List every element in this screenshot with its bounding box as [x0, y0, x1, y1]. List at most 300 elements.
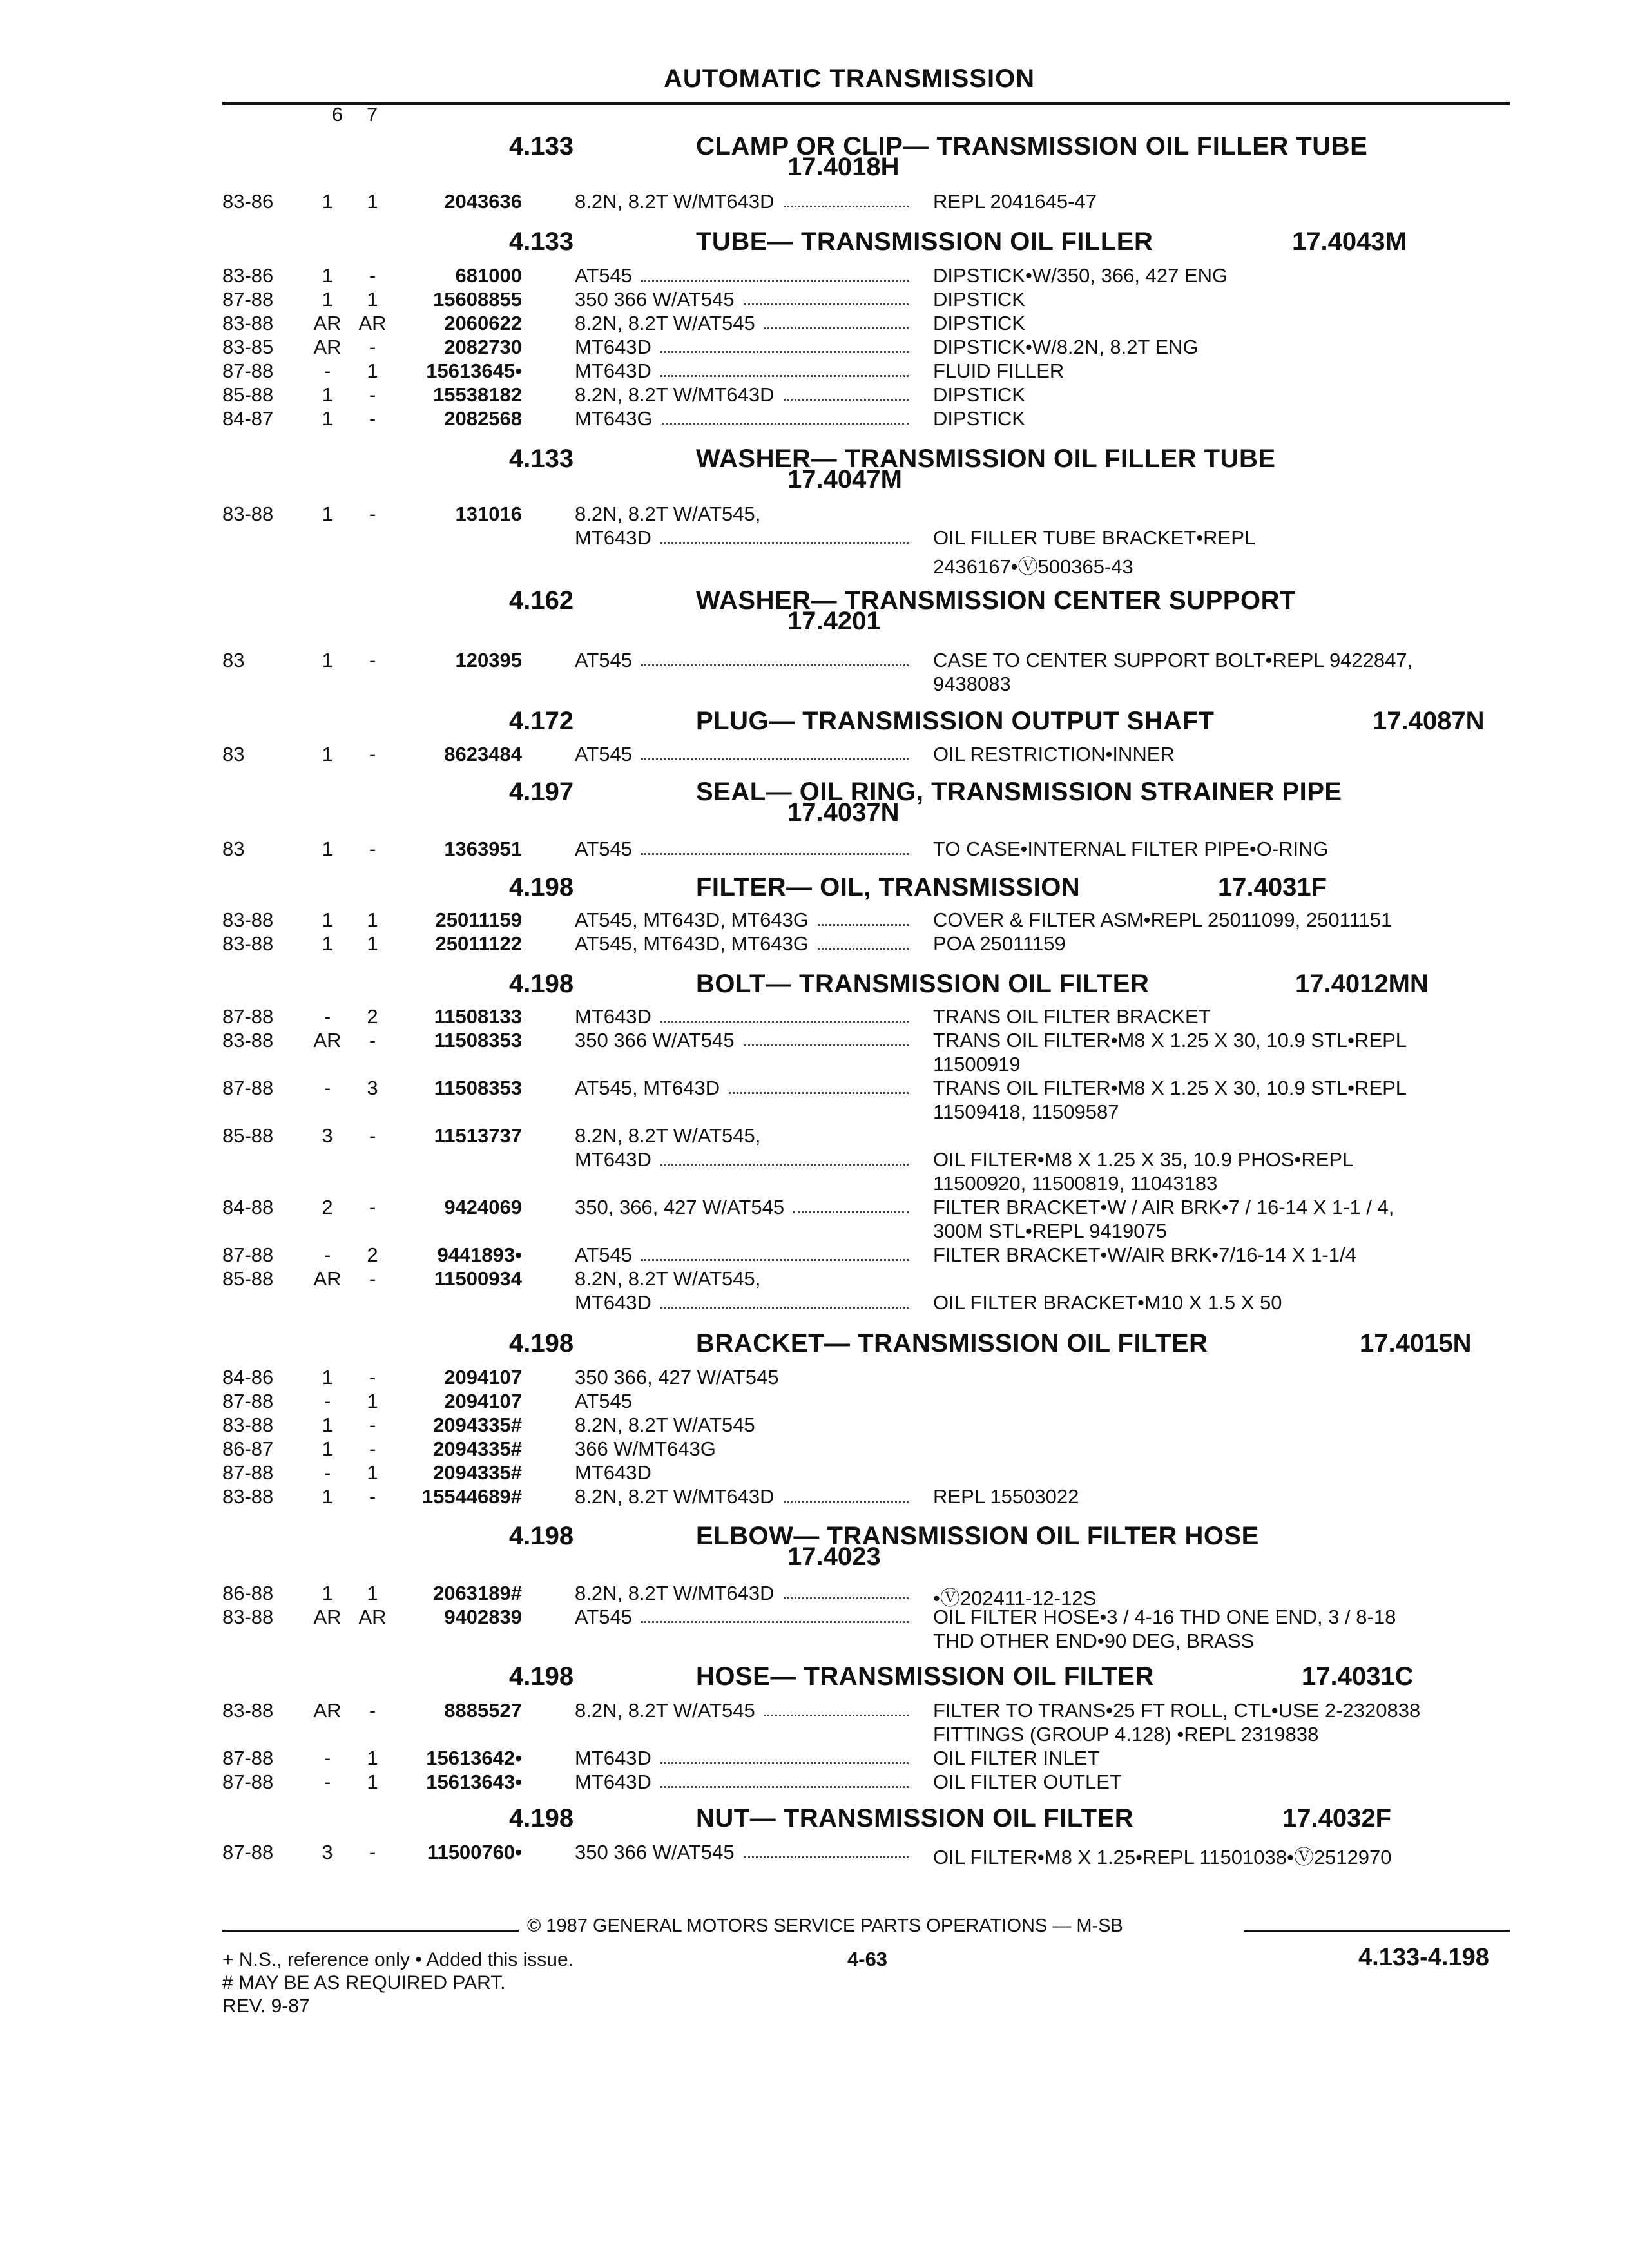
quantity-col-7: 3 [367, 1077, 378, 1099]
description: 11509418, 11509587 [933, 1100, 1119, 1123]
quantity-col-6: - [323, 360, 331, 382]
application: MT643D [575, 1005, 651, 1028]
model-years: 83-88 [222, 908, 274, 931]
dotted-leader [641, 1621, 909, 1623]
description: DIPSTICK [933, 383, 1025, 406]
dotted-leader [641, 1259, 909, 1261]
description: TRANS OIL FILTER•M8 X 1.25 X 30, 10.9 STL•REPL [933, 1029, 1407, 1052]
part-number: 2094107 [444, 1366, 522, 1389]
part-row [0, 1629, 1629, 1653]
quantity-col-7: - [369, 1485, 376, 1508]
page-range: 4.133-4.198 [1358, 1944, 1489, 1971]
application: AT545, MT643D [575, 1077, 720, 1099]
model-years: 84-87 [222, 407, 274, 430]
part-number: 2094335# [433, 1461, 522, 1484]
section-ref: 4.133 [509, 227, 574, 256]
quantity-col-6: AR [313, 312, 342, 334]
quantity-col-6: 1 [322, 190, 333, 213]
dotted-leader [818, 924, 909, 926]
part-row [0, 932, 1629, 956]
quantity-col-6: 1 [322, 503, 333, 525]
section-title: BOLT— TRANSMISSION OIL FILTER [696, 970, 1150, 998]
part-row [0, 1437, 1629, 1461]
model-years: 83 [222, 838, 245, 860]
application: 8.2N, 8.2T W/MT643D [575, 383, 775, 406]
part-row [0, 673, 1629, 696]
part-row [0, 550, 1629, 578]
section-code: 17.4031F [1218, 873, 1327, 901]
dotted-leader [818, 948, 909, 950]
part-row [0, 1124, 1629, 1148]
quantity-col-7: - [369, 1699, 376, 1722]
part-row [0, 407, 1629, 430]
model-years: 86-87 [222, 1437, 274, 1460]
model-years: 83-88 [222, 932, 274, 955]
description: FILTER TO TRANS•25 FT ROLL, CTL•USE 2-2320838 [933, 1699, 1421, 1722]
application: AT545 [575, 264, 633, 287]
part-row [0, 1390, 1629, 1413]
description: DIPSTICK [933, 407, 1025, 430]
part-row [0, 264, 1629, 287]
model-years: 83 [222, 743, 245, 765]
part-row [0, 1196, 1629, 1219]
model-years: 83-85 [222, 336, 274, 358]
model-years: 87-88 [222, 1244, 274, 1266]
part-number: 15613642• [426, 1747, 522, 1769]
dotted-leader [784, 399, 909, 401]
part-row [0, 1029, 1629, 1052]
description: REPL 2041645-47 [933, 190, 1097, 213]
quantity-col-7: - [369, 1437, 376, 1460]
model-years: 83-86 [222, 190, 274, 213]
model-years: 87-88 [222, 1461, 274, 1484]
dotted-leader [793, 1211, 909, 1213]
dotted-leader [662, 423, 909, 425]
part-row [0, 503, 1629, 526]
part-row [0, 1053, 1629, 1076]
application: 350 366 W/AT545 [575, 1841, 735, 1863]
application: AT545, MT643D, MT643G [575, 932, 809, 955]
section-ref: 4.198 [509, 1804, 574, 1832]
part-number: 11508353 [434, 1029, 522, 1052]
dotted-leader [744, 1856, 909, 1858]
section-code: 17.4032F [1282, 1804, 1392, 1832]
part-number: 2094107 [444, 1390, 522, 1412]
model-years: 83-88 [222, 503, 274, 525]
part-row [0, 1485, 1629, 1508]
model-years: 83-88 [222, 1699, 274, 1722]
application: 8.2N, 8.2T W/AT545 [575, 1414, 755, 1436]
part-number: 131016 [455, 503, 522, 525]
description: •Ⓥ202411-12-12S [933, 1587, 1097, 1610]
section-title: NUT— TRANSMISSION OIL FILTER [696, 1804, 1134, 1832]
model-years: 87-88 [222, 1841, 274, 1863]
description: CASE TO CENTER SUPPORT BOLT•REPL 9422847, [933, 649, 1413, 671]
quantity-col-6: 1 [322, 838, 333, 860]
part-row [0, 190, 1629, 213]
part-number: 11500934 [434, 1267, 522, 1290]
description: 9438083 [933, 673, 1011, 695]
dotted-leader [784, 1501, 909, 1503]
section-code: 17.4201 [787, 607, 881, 635]
part-row [0, 743, 1629, 766]
part-number: 2043636 [444, 190, 522, 213]
part-number: 9424069 [444, 1196, 522, 1218]
part-row [0, 312, 1629, 335]
description: TRANS OIL FILTER BRACKET [933, 1005, 1211, 1028]
part-row [0, 1148, 1629, 1171]
model-years: 85-88 [222, 1267, 274, 1290]
part-number: 11500760• [427, 1841, 522, 1863]
quantity-col-6: 1 [322, 288, 333, 311]
quantity-col-7: 1 [367, 288, 378, 311]
quantity-col-7: AR [358, 1606, 387, 1628]
part-number: 2063189# [433, 1582, 522, 1604]
description: OIL RESTRICTION•INNER [933, 743, 1175, 765]
section-title: TUBE— TRANSMISSION OIL FILLER [696, 227, 1153, 256]
part-row [0, 1747, 1629, 1770]
part-number: 11508133 [434, 1005, 522, 1028]
part-number: 11508353 [434, 1077, 522, 1099]
quantity-col-6: 3 [322, 1841, 333, 1863]
part-number: 1363951 [444, 838, 522, 860]
quantity-col-7: - [369, 503, 376, 525]
section-code: 17.4037N [787, 798, 900, 827]
dotted-leader [641, 758, 909, 760]
quantity-col-7: - [369, 1124, 376, 1147]
quantity-col-7: - [369, 336, 376, 358]
dotted-leader [744, 303, 909, 305]
application: AT545 [575, 1606, 633, 1628]
section-title: ELBOW— TRANSMISSION OIL FILTER HOSE [696, 1522, 1259, 1550]
section-code: 17.4031C [1302, 1662, 1414, 1691]
description: 11500919 [933, 1053, 1021, 1075]
quantity-col-6: AR [313, 1606, 342, 1628]
part-row [0, 1172, 1629, 1195]
dotted-leader [784, 206, 909, 207]
quantity-col-7: - [369, 1366, 376, 1389]
quantity-col-6: 1 [322, 1414, 333, 1436]
dotted-leader [660, 1762, 909, 1764]
section-title: CLAMP OR CLIP— TRANSMISSION OIL FILLER TUBE [696, 132, 1368, 160]
quantity-col-6: - [323, 1244, 331, 1266]
dotted-leader [764, 1715, 909, 1716]
part-number: 15608855 [433, 288, 522, 311]
quantity-col-7: 1 [367, 1771, 378, 1793]
column-numbers: 6 7 [332, 103, 378, 126]
section-title: WASHER— TRANSMISSION CENTER SUPPORT [696, 586, 1296, 615]
application: MT643D [575, 1461, 651, 1484]
description: OIL FILTER HOSE•3 / 4-16 THD ONE END, 3 / 8-18 [933, 1606, 1396, 1628]
part-row [0, 1723, 1629, 1746]
part-row [0, 838, 1629, 861]
footnote-ns: + N.S., reference only • Added this issue. [222, 1949, 574, 1970]
quantity-col-7: - [369, 838, 376, 860]
part-row [0, 1414, 1629, 1437]
section-ref: 4.162 [509, 586, 574, 615]
description: OIL FILTER•M8 X 1.25•REPL 11501038•Ⓥ2512970 [933, 1846, 1392, 1869]
description: TO CASE•INTERNAL FILTER PIPE•O-RING [933, 838, 1329, 860]
quantity-col-7: - [369, 1196, 376, 1218]
description: 11500920, 11500819, 11043183 [933, 1172, 1218, 1195]
section-ref: 4.133 [509, 445, 574, 473]
model-years: 84-88 [222, 1196, 274, 1218]
quantity-col-7: 1 [367, 908, 378, 931]
dotted-leader [660, 351, 909, 353]
quantity-col-7: AR [358, 312, 387, 334]
section-ref: 4.198 [509, 970, 574, 998]
part-row [0, 1100, 1629, 1124]
application: 8.2N, 8.2T W/AT545 [575, 312, 755, 334]
application: 8.2N, 8.2T W/AT545, [575, 1267, 761, 1290]
description: DIPSTICK•W/350, 366, 427 ENG [933, 264, 1228, 287]
dotted-leader [660, 542, 909, 544]
section-code: 17.4087N [1373, 707, 1485, 735]
dotted-leader [641, 853, 909, 855]
quantity-col-7: - [369, 407, 376, 430]
model-years: 83-88 [222, 1485, 274, 1508]
part-number: 8623484 [444, 743, 522, 765]
description: OIL FILLER TUBE BRACKET•REPL [933, 526, 1256, 549]
application: 8.2N, 8.2T W/AT545, [575, 1124, 761, 1147]
part-number: 25011159 [435, 908, 522, 931]
part-row [0, 1005, 1629, 1028]
model-years: 87-88 [222, 1077, 274, 1099]
quantity-col-6: 1 [322, 1437, 333, 1460]
quantity-col-6: 3 [322, 1124, 333, 1147]
quantity-col-7: 2 [367, 1244, 378, 1266]
model-years: 87-88 [222, 1005, 274, 1028]
quantity-col-7: - [369, 383, 376, 406]
description: FITTINGS (GROUP 4.128) •REPL 2319838 [933, 1723, 1319, 1745]
application: MT643D [575, 1747, 651, 1769]
description: POA 25011159 [933, 932, 1066, 955]
model-years: 87-88 [222, 360, 274, 382]
application: 8.2N, 8.2T W/MT643D [575, 1582, 775, 1604]
description: DIPSTICK [933, 312, 1025, 334]
page-title: AUTOMATIC TRANSMISSION [664, 64, 1036, 93]
quantity-col-7: - [369, 264, 376, 287]
description: OIL FILTER•M8 X 1.25 X 35, 10.9 PHOS•REPL [933, 1148, 1354, 1171]
quantity-col-6: 1 [322, 407, 333, 430]
application: 366 W/MT643G [575, 1437, 716, 1460]
part-number: 120395 [455, 649, 522, 671]
part-row [0, 649, 1629, 672]
section-title: HOSE— TRANSMISSION OIL FILTER [696, 1662, 1154, 1691]
part-number: 2082568 [444, 407, 522, 430]
quantity-col-6: 1 [322, 908, 333, 931]
application: AT545 [575, 1244, 633, 1266]
part-row [0, 1606, 1629, 1629]
quantity-col-7: 1 [367, 1461, 378, 1484]
section-code: 17.4047M [787, 465, 902, 494]
quantity-col-7: - [369, 1841, 376, 1863]
application: AT545 [575, 1390, 633, 1412]
description: FILTER BRACKET•W/AIR BRK•7/16-14 X 1-1/4 [933, 1244, 1356, 1266]
part-row [0, 383, 1629, 407]
description: 2436167•Ⓥ500365-43 [933, 555, 1133, 578]
description: 300M STL•REPL 9419075 [933, 1220, 1167, 1242]
application: 8.2N, 8.2T W/AT545 [575, 1699, 755, 1722]
application: 8.2N, 8.2T W/MT643D [575, 190, 775, 213]
description: DIPSTICK•W/8.2N, 8.2T ENG [933, 336, 1199, 358]
dotted-leader [660, 1786, 909, 1788]
part-row [0, 1267, 1629, 1291]
part-number: 25011122 [435, 932, 522, 955]
copyright-line: © 1987 GENERAL MOTORS SERVICE PARTS OPERATIONS — M-SB [527, 1916, 1123, 1936]
quantity-col-6: AR [313, 336, 342, 358]
application: 8.2N, 8.2T W/MT643D [575, 1485, 775, 1508]
quantity-col-7: - [369, 1267, 376, 1290]
application: MT643D [575, 1771, 651, 1793]
quantity-col-6: AR [313, 1267, 342, 1290]
description: FILTER BRACKET•W / AIR BRK•7 / 16-14 X 1-1 / 4, [933, 1196, 1394, 1218]
quantity-col-6: AR [313, 1029, 342, 1052]
description: FLUID FILLER [933, 360, 1065, 382]
quantity-col-6: 1 [322, 649, 333, 671]
description: TRANS OIL FILTER•M8 X 1.25 X 30, 10.9 STL•REPL [933, 1077, 1407, 1099]
part-row [0, 1771, 1629, 1794]
section-ref: 4.198 [509, 873, 574, 901]
quantity-col-6: 1 [322, 1366, 333, 1389]
quantity-col-7: 1 [367, 932, 378, 955]
part-number: 2094335# [433, 1414, 522, 1436]
part-row [0, 1699, 1629, 1722]
part-row [0, 1244, 1629, 1267]
application: AT545 [575, 649, 633, 671]
description: COVER & FILTER ASM•REPL 25011099, 25011151 [933, 908, 1393, 931]
application: AT545, MT643D, MT643G [575, 908, 809, 931]
quantity-col-6: 1 [322, 383, 333, 406]
model-years: 84-86 [222, 1366, 274, 1389]
model-years: 83-88 [222, 1414, 274, 1436]
dotted-leader [641, 280, 909, 282]
application: AT545 [575, 743, 633, 765]
section-ref: 4.133 [509, 132, 574, 160]
part-number: 9402839 [444, 1606, 522, 1628]
description: THD OTHER END•90 DEG, BRASS [933, 1629, 1255, 1652]
model-years: 83-88 [222, 1606, 274, 1628]
application: MT643D [575, 360, 651, 382]
application: 350, 366, 427 W/AT545 [575, 1196, 785, 1218]
application: MT643D [575, 336, 651, 358]
section-title: FILTER— OIL, TRANSMISSION [696, 873, 1081, 901]
model-years: 86-88 [222, 1582, 274, 1604]
quantity-col-7: 1 [367, 1582, 378, 1604]
part-number: 2082730 [444, 336, 522, 358]
section-ref: 4.197 [509, 778, 574, 806]
dotted-leader [660, 375, 909, 377]
quantity-col-6: AR [313, 1699, 342, 1722]
quantity-col-7: - [369, 1414, 376, 1436]
description: REPL 15503022 [933, 1485, 1079, 1508]
part-number: 8885527 [444, 1699, 522, 1722]
section-title: BRACKET— TRANSMISSION OIL FILTER [696, 1329, 1208, 1358]
quantity-col-6: - [323, 1771, 331, 1793]
quantity-col-6: 1 [322, 1582, 333, 1604]
model-years: 83-88 [222, 312, 274, 334]
part-row [0, 526, 1629, 550]
description: OIL FILTER OUTLET [933, 1771, 1122, 1793]
part-number: 2060622 [444, 312, 522, 334]
dotted-leader [764, 327, 909, 329]
application: 8.2N, 8.2T W/AT545, [575, 503, 761, 525]
section-title: PLUG— TRANSMISSION OUTPUT SHAFT [696, 707, 1215, 735]
dotted-leader [641, 664, 909, 666]
application: MT643D [575, 526, 651, 549]
dotted-leader [784, 1597, 909, 1599]
application: 350 366, 427 W/AT545 [575, 1366, 779, 1389]
part-row [0, 336, 1629, 359]
model-years: 87-88 [222, 1390, 274, 1412]
quantity-col-6: - [323, 1390, 331, 1412]
dotted-leader [660, 1021, 909, 1023]
part-row [0, 360, 1629, 383]
application: 350 366 W/AT545 [575, 1029, 735, 1052]
dotted-leader [660, 1307, 909, 1309]
section-code: 17.4023 [787, 1542, 881, 1571]
part-row [0, 908, 1629, 932]
quantity-col-7: 1 [367, 1390, 378, 1412]
header-rule [222, 102, 1510, 105]
section-ref: 4.172 [509, 707, 574, 735]
footer-rule-left [222, 1930, 519, 1932]
part-row [0, 1366, 1629, 1389]
part-number: 11513737 [434, 1124, 522, 1147]
description: DIPSTICK [933, 288, 1025, 311]
quantity-col-7: - [369, 743, 376, 765]
quantity-col-7: 1 [367, 360, 378, 382]
footnote-ar: # MAY BE AS REQUIRED PART. [222, 1972, 506, 1994]
model-years: 83-88 [222, 1029, 274, 1052]
section-code: 17.4018H [787, 153, 900, 181]
quantity-col-6: 2 [322, 1196, 333, 1218]
dotted-leader [660, 1164, 909, 1166]
revision: REV. 9-87 [222, 1995, 310, 2017]
application: MT643G [575, 407, 653, 430]
part-row [0, 1077, 1629, 1100]
section-ref: 4.198 [509, 1662, 574, 1691]
quantity-col-6: - [323, 1461, 331, 1484]
application: MT643D [575, 1148, 651, 1171]
quantity-col-6: 1 [322, 264, 333, 287]
model-years: 87-88 [222, 288, 274, 311]
quantity-col-7: - [369, 1029, 376, 1052]
section-code: 17.4015N [1360, 1329, 1472, 1358]
part-number: 15538182 [433, 383, 522, 406]
part-number: 15613645• [426, 360, 522, 382]
application: MT643D [575, 1291, 651, 1314]
part-row [0, 1291, 1629, 1314]
quantity-col-6: 1 [322, 743, 333, 765]
quantity-col-6: - [323, 1077, 331, 1099]
quantity-col-6: 1 [322, 932, 333, 955]
part-number: 2094335# [433, 1437, 522, 1460]
part-number: 15544689# [421, 1485, 522, 1508]
part-row [0, 1461, 1629, 1485]
part-number: 15613643• [426, 1771, 522, 1793]
model-years: 87-88 [222, 1771, 274, 1793]
part-row [0, 1220, 1629, 1243]
description: OIL FILTER BRACKET•M10 X 1.5 X 50 [933, 1291, 1282, 1314]
application: 350 366 W/AT545 [575, 288, 735, 311]
quantity-col-7: 2 [367, 1005, 378, 1028]
quantity-col-6: - [323, 1747, 331, 1769]
model-years: 83 [222, 649, 245, 671]
part-number: 9441893• [437, 1244, 522, 1266]
part-row [0, 1582, 1629, 1610]
quantity-col-7: 1 [367, 1747, 378, 1769]
